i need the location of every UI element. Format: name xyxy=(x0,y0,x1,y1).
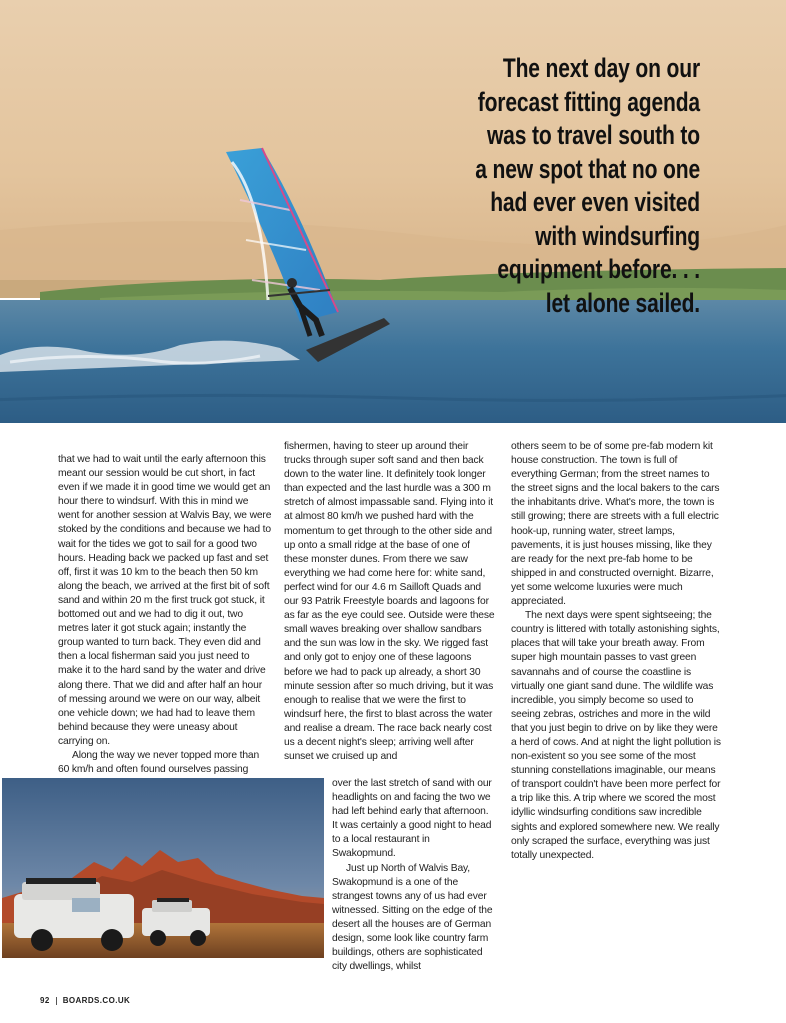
vehicles-photo xyxy=(2,778,324,958)
pull-quote-line: forecast fitting agenda xyxy=(477,86,700,117)
article-column-2-continued xyxy=(332,777,496,974)
body-paragraph: that we had to wait until the early afternoon this meant our session would be cut short, in fact even if we made it in good time we would get an hour there to windsurf. With this in mind we went for another session at Walvis Bay, we were stoked by the conditions and because we had to wait for the tides we got to sail for a good two hours. Heading back we packed up fast and set off, first it was 10 km to the beach then 50 km along the beach, we arrived at the first bit of soft sand and within 20 m the first truck got stuck, it bottomed out and we had to dig it out, two metres later it got stuck again; instantly the group wanted to turn back. They even did and then a local fisherman said you just need to make it to the hard sand by the water and drive along there. That we did and after half an hour of messing around we were on our way, albeit one vehicle down; we had had to leave them behind because they were uneasy about carrying on. xyxy=(58,454,272,747)
body-paragraph: over the last stretch of sand with our headlights on and facing the two we had left behind early that afternoon. It was certainly a good night to head to a local restaurant in Swakopmund. xyxy=(332,778,492,860)
body-paragraph: The next days were spent sightseeing; the country is littered with totally astonishing sights, places that will take your breath away. From super high mountain passes to vast green savannahs and of course the coastline is virtually one giant sand dune. The wildlife was incredible, you simply become so used to seeing zebras, ostriches and more in the wild that you just begin to drive on by like they were a herd of cows. And at night the light pollution is non-existent so you see some of the most stunning constellations imaginable, our means of transport couldn't have been more perfect for a trip like this. A trip where we scored the most idyllic windsurfing conditions saw incredible sights and explored somewhere new. We really only scraped the surface, everything was just totally unexpected. xyxy=(511,610,721,861)
body-paragraph: Just up North of Walvis Bay, Swakopmund is a one of the strangest towns any of us had ever witnessed. Sitting on the edge of the desert all the houses are of German design, some look like country farm buildings, others are sophisticated city dwellings, whilst xyxy=(332,862,493,973)
page-footer xyxy=(40,996,130,1005)
hero-photo xyxy=(0,0,786,423)
pull-quote-line: The next day on our xyxy=(502,53,700,83)
body-paragraph: fishermen, having to steer up around their trucks through super soft sand and then back down to the water line. It definitely took longer than expected and the last hurdle was a 300 m stretch of almost impassable sand. Flying into it at almost 80 km/h we pushed hard with the momentum to get through to the other side and up onto a small ridge at the base of one of these monster dunes. From there we saw everything we had come here for: white sand, perfect wind for our 4.6 m Sailloft Quads and our 93 Patrik Freestyle boards and lagoons for as far as the eye could see. Outside were these small waves breaking over shallow sandbars and the sun was low in the sky. We rigged fast and only got to enjoy one of these lagoons before we had to pack up already, a short 30 minute session after so much driving, but it was enough to realise that we were the first to windsurf here, the first to blast across the water and realise a dream. The race back nearly cost us a decent night's sleep; arriving well after sunset we cruised up and xyxy=(284,441,495,763)
pull-quote-line: let alone sailed. xyxy=(545,287,700,318)
page-number: 92 xyxy=(40,996,50,1005)
pull-quote-line: a new spot that no one xyxy=(475,153,700,184)
body-paragraph: Along the way we never topped more than 60 km/h and often found ourselves passing xyxy=(58,749,260,776)
pull-quote-line: equipment before. . . xyxy=(497,254,700,284)
pull-quote xyxy=(435,52,700,320)
pull-quote-line: was to travel south to xyxy=(486,120,700,150)
pull-quote-line: with windsurfing xyxy=(535,220,700,251)
pull-quote-line: had ever even visited xyxy=(490,187,700,217)
article-column-3 xyxy=(511,440,723,863)
article-column-1 xyxy=(58,453,272,777)
body-paragraph: others seem to be of some pre-fab modern kit house construction. The town is full of everything German; from the street names to the street signs and the local bakers to the cars the inhabitants drive. What's more, the town is still growing; there are streets with a full electric hook-up, running water, street lamps, pavements, it is just houses missing, like they are ready for the next pre-fab home to be shipped in and constructed overnight. Bizarre, yet some welcome luxuries were much appreciated. xyxy=(511,441,720,608)
footer-divider xyxy=(56,997,57,1005)
article-column-2 xyxy=(284,440,496,764)
desert-vehicles-illustration xyxy=(2,778,324,958)
footer-site: BOARDS.CO.UK xyxy=(62,996,131,1005)
